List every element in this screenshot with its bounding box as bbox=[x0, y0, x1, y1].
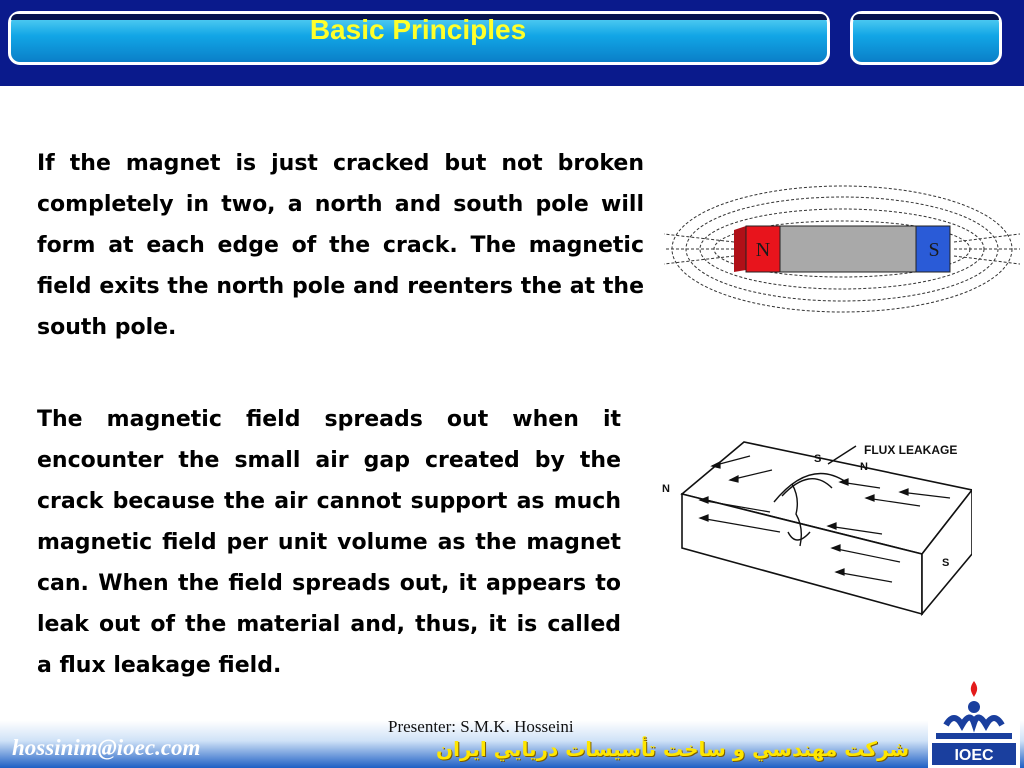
paragraph-crack-poles: If the magnet is just cracked but not broken completely in two, a north and south pole will form at each edge of the crack. The magnetic field exits the north pole and reenters the at the south pole. bbox=[37, 151, 644, 340]
paragraph-flux-leakage: The magnetic field spreads out when it encounter the small air gap created by the crack because the air cannot support as much magnetic field per unit volume as the magnet can. When the field spreads out, it appears to leak out of the material and, thus, it is called a flux leakage field. bbox=[37, 407, 621, 678]
left-pole-label: N bbox=[662, 483, 670, 495]
bar-magnet-figure bbox=[664, 182, 1020, 317]
header-side-box bbox=[850, 11, 1002, 65]
flux-leakage-label: FLUX LEAKAGE bbox=[864, 443, 958, 457]
magnet-body bbox=[780, 226, 916, 272]
slide-header bbox=[0, 0, 1024, 86]
south-label: S bbox=[928, 239, 940, 261]
footer-presenter: Presenter: S.M.K. Hosseini bbox=[388, 717, 574, 736]
logo-text: IOEC bbox=[954, 747, 994, 764]
slide-title: Basic Principles bbox=[309, 14, 527, 45]
north-label: N bbox=[755, 239, 771, 261]
footer-company-name: شرکت مهندسي و ساخت تأسيسات دريايي ايران bbox=[436, 737, 910, 761]
crack-north-label: N bbox=[860, 461, 868, 473]
crack-south-label: S bbox=[814, 453, 822, 465]
flux-leakage-figure bbox=[660, 436, 972, 616]
footer-email: hossinim@ioec.com bbox=[12, 735, 201, 760]
ioec-logo bbox=[928, 677, 1020, 768]
right-pole-label: S bbox=[942, 557, 950, 569]
